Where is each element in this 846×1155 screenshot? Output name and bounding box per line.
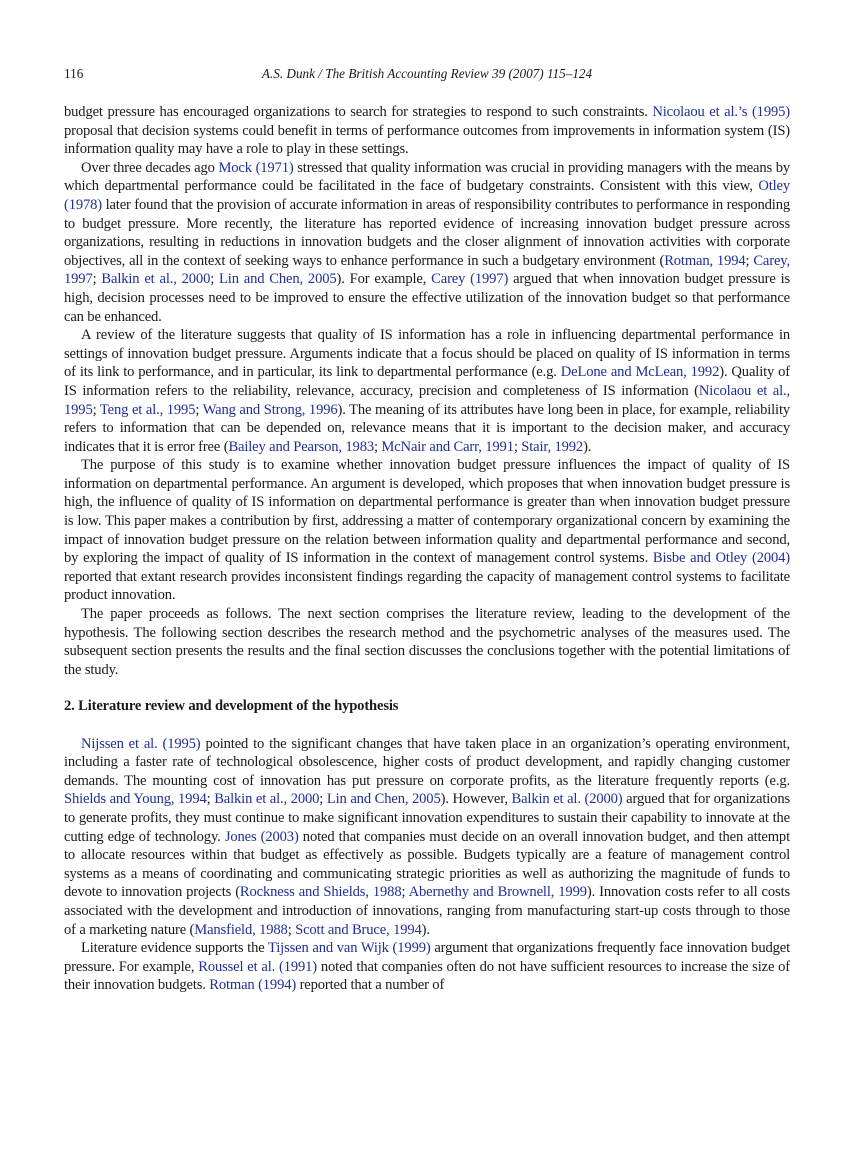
citation-link[interactable]: Mock (1971) [218, 159, 294, 176]
paragraph: Nijssen et al. (1995) pointed to the significant changes that have taken place in an organization’s operating environment, including a faster rate of technological obsolescence, higher costs of product development, and rapidly changing customer demands. The mounting cost of innovation has put pressure on corporate profits, as the literature frequently reports (e.g. Shields and Young, 1994; Balkin et al., 2000; Lin and Chen, 2005). However, Balkin et al. (2000) argued that for organizations to generate profits, they must continue to make significant innovation expenditures to sustain their capability to innovate at the cutting edge of technology. Jones (2003) noted that companies must decide on an overall innovation budget, and then attempt to allocate resources within that budget as effectively as possible. Budgets typically are a feature of management control systems as a means of coordinating and communicating strategic priorities as well as authorizing the magnitude of funds to devote to innovation projects (Rockness and Shields, 1988; Abernethy and Brownell, 1999). Innovation costs refer to all costs associated with the development and introduction of innovations, ranging from manufacturing start-up costs through to those of a marketing nature (Mansfield, 1988; Scott and Bruce, 1994). [64, 735, 790, 938]
citation-link[interactable]: Shields and Young, 1994 [64, 791, 207, 808]
paragraph: Literature evidence supports the Tijssen and van Wijk (1999) argument that organizations frequently face innovation budget pressure. For example, Roussel et al. (1991) noted that companies often do not have sufficient resources to increase the size of their innovation budgets. Rotman (1994) reported that a number of [64, 940, 791, 994]
citation-link[interactable]: Balkin et al., 2000 [101, 271, 211, 288]
citation-link[interactable]: Rotman, 1994 [664, 252, 746, 269]
citation-link[interactable]: Rotman (1994) [209, 977, 297, 994]
citation-link[interactable]: Carey, 1997 [64, 252, 790, 288]
citation-link[interactable]: Nicolaou et al., 1995 [64, 382, 790, 418]
paragraph: Over three decades ago Mock (1971) stressed that quality information was crucial in providing managers with the means by which departmental performance could be facilitated in the face of budgetary constraints. Consistent with this view, Otley (1978) later found that the provision of accurate information in areas of responsibility contributes to performance in responding to budget pressure. More recently, the literature has reported evidence of increasing innovation budget pressure across organizations, resulting in reductions in innovation budgets and the closer alignment of innovation activities with corporate objectives, all in the context of seeking ways to enhance performance in such a budgetary environment (Rotman, 1994; Carey, 1997; Balkin et al., 2000; Lin and Chen, 2005). For example, Carey (1997) argued that when innovation budget pressure is high, decision processes need to be improved to ensure the effective utilization of the innovation budget so that performance can be enhanced. [64, 159, 790, 325]
citation-link[interactable]: Mansfield, 1988 [194, 921, 288, 938]
citation-link[interactable]: Roussel et al. (1991) [198, 958, 318, 975]
journal-reference: A.S. Dunk / The British Accounting Review 39 (2007) 115–124 [261, 66, 593, 81]
citation-link[interactable]: Lin and Chen, 2005 [219, 271, 337, 288]
section-heading: 2. Literature review and development of the hypothesis [64, 698, 399, 715]
citation-link[interactable]: Otley (1978) [64, 178, 790, 213]
citation-link[interactable]: Wang and Strong, 1996 [202, 401, 338, 418]
citation-link[interactable]: Jones (2003) [224, 828, 299, 845]
citation-link[interactable]: DeLone and McLean, 1992 [560, 364, 720, 381]
introduction-paragraphs [64, 103, 790, 679]
citation-link[interactable]: Carey (1997) [431, 271, 509, 288]
paragraph: The paper proceeds as follows. The next section comprises the literature review, leading to the development of the hypothesis. The following section describes the research method and the psychometric analyses of the measures used. The subsequent section presents the results and the final section discusses the conclusions together with the potential limitations of the study. [64, 606, 790, 678]
citation-link[interactable]: Abernethy and Brownell, 1999 [408, 884, 587, 901]
citation-link[interactable]: Tijssen and van Wijk (1999) [268, 940, 431, 957]
citation-link[interactable]: Stair, 1992 [521, 438, 584, 455]
citation-link[interactable]: Balkin et al., 2000 [214, 791, 320, 808]
paragraph: The purpose of this study is to examine whether innovation budget pressure influences the impact of quality of IS information on departmental performance. An argument is developed, which proposes that when innovation budget pressure is high, the influence of quality of IS information on departmental performance is greater than when innovation budget pressure is low. This paper makes a contribution by first, addressing a matter of contemporary organizational concern by examining the impact of innovation budget pressure on the relation between information quality and departmental performance and second, by exploring the impact of quality of IS information in the context of management control systems. Bisbe and Otley (2004) reported that extant research provides inconsistent findings regarding the capacity of management control systems to facilitate product innovation. [64, 457, 790, 604]
citation-link[interactable]: Bailey and Pearson, 1983 [228, 438, 374, 455]
paragraph: budget pressure has encouraged organizations to search for strategies to respond to such constraints. Nicolaou et al.’s (1995) proposal that decision systems could benefit in terms of performance outcomes from improvements in information system (IS) information quality may have a role to play in these settings. [64, 104, 790, 158]
citation-link[interactable]: Rockness and Shields, 1988 [239, 884, 402, 901]
citation-link[interactable]: Nicolaou et al.’s (1995) [652, 104, 790, 120]
citation-link[interactable]: Scott and Bruce, 1994 [295, 921, 422, 938]
section-paragraphs [64, 735, 790, 995]
citation-link[interactable]: Balkin et al. (2000) [511, 791, 623, 808]
citation-link[interactable]: Lin and Chen, 2005 [326, 791, 441, 808]
page-number: 116 [64, 66, 84, 81]
citation-link[interactable]: Bisbe and Otley (2004) [652, 550, 790, 567]
citation-link[interactable]: Teng et al., 1995 [99, 401, 196, 418]
article-body [64, 103, 790, 995]
citation-link[interactable]: Nijssen et al. (1995) [81, 735, 201, 752]
running-header [64, 66, 790, 86]
citation-link[interactable]: McNair and Carr, 1991 [381, 438, 514, 455]
paragraph: A review of the literature suggests that quality of IS information has a role in influencing departmental performance in settings of innovation budget pressure. Arguments indicate that a focus should be placed on quality of IS information in terms of its link to performance, and in particular, its link to departmental performance (e.g. DeLone and McLean, 1992). Quality of IS information refers to the reliability, relevance, accuracy, precision and completeness of IS information (Nicolaou et al., 1995; Teng et al., 1995; Wang and Strong, 1996). The meaning of its attributes have long been in place, for example, reliability refers to information that can be depended on, relevance means that it is important to the decision maker, and accuracy indicates that it is error free (Bailey and Pearson, 1983; McNair and Carr, 1991; Stair, 1992). [64, 327, 791, 455]
